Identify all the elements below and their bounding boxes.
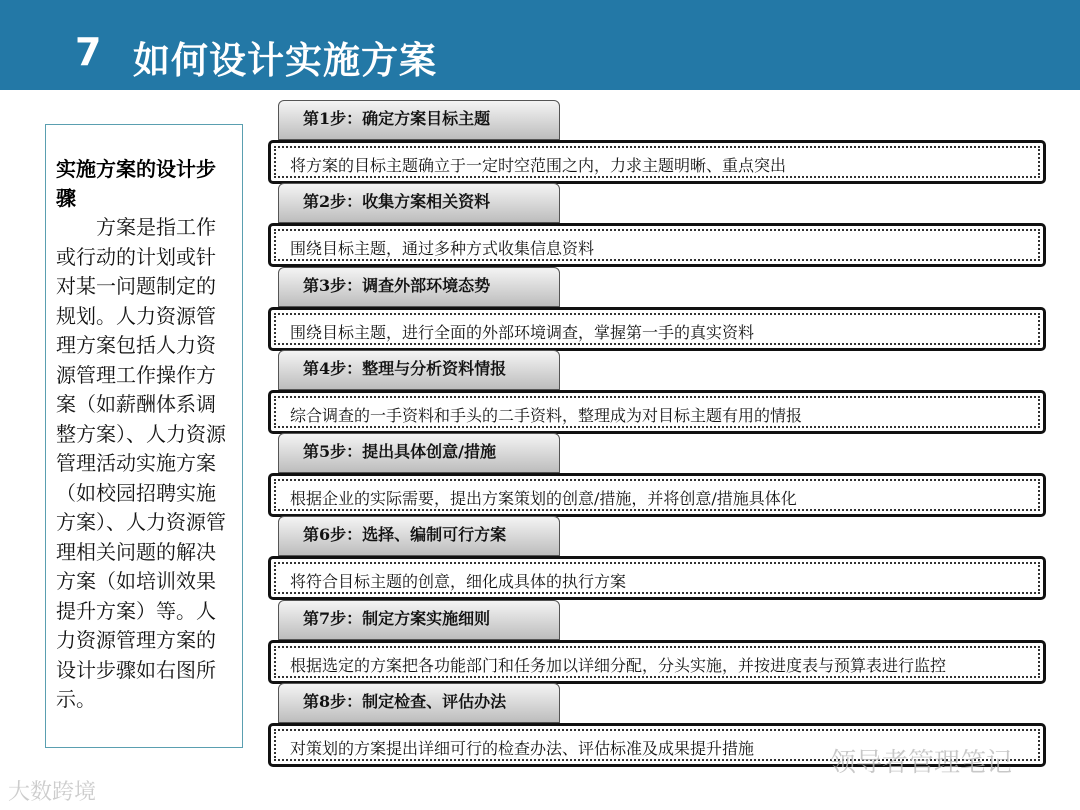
step-1 (268, 100, 1048, 183)
step-description: 将方案的目标主题确立于一定时空范围之内，力求主题明晰、重点突出 (274, 146, 1040, 178)
description-panel (45, 124, 243, 748)
step-label: 第3步：调查外部环境态势 (278, 267, 560, 307)
step-description: 对策划的方案提出详细可行的检查办法、评估标准及成果提升措施 (274, 729, 1040, 761)
step-5 (268, 433, 1048, 516)
step-6 (268, 516, 1048, 599)
step-description-box (268, 307, 1046, 351)
step-label: 第5步：提出具体创意/措施 (278, 433, 560, 473)
step-label: 第4步：整理与分析资料情报 (278, 350, 560, 390)
title-bar (0, 0, 1080, 90)
step-label: 第8步：制定检查、评估办法 (278, 683, 560, 723)
panel-title: 实施方案的设计步骤 (56, 157, 216, 210)
steps-diagram (268, 100, 1048, 766)
step-label: 第2步：收集方案相关资料 (278, 183, 560, 223)
step-description: 围绕目标主题，通过多种方式收集信息资料 (274, 229, 1040, 261)
step-description: 将符合目标主题的创意，细化成具体的执行方案 (274, 562, 1040, 594)
step-7 (268, 600, 1048, 683)
step-label: 第6步：选择、编制可行方案 (278, 516, 560, 556)
panel-body: 方案是指工作或行动的计划或针对某一问题制定的规划。人力资源管理方案包括人力资源管理工作操作方案（如薪酬体系调整方案）、人力资源管理活动实施方案（如校园招聘实施方案）、人力资源管理相关问题的解决方案（如培训效果提升方案）等。人力资源管理方案的设计步骤如右图所示。 (56, 215, 226, 711)
step-description-box (268, 640, 1046, 684)
step-description: 根据选定的方案把各功能部门和任务加以详细分配，分头实施，并按进度表与预算表进行监控 (274, 646, 1040, 678)
step-4 (268, 350, 1048, 433)
step-description-box (268, 140, 1046, 184)
step-label: 第1步：确定方案目标主题 (278, 100, 560, 140)
step-description-box (268, 556, 1046, 600)
wechat-watermark: 领导者管理笔记 (830, 748, 1013, 778)
step-description-box (268, 390, 1046, 434)
step-description: 根据企业的实际需要，提出方案策划的创意/措施，并将创意/措施具体化 (274, 479, 1040, 511)
step-label: 第7步：制定方案实施细则 (278, 600, 560, 640)
step-description-box (268, 473, 1046, 517)
step-2 (268, 183, 1048, 266)
corner-watermark: 大数跨境 (8, 780, 97, 805)
step-description-box (268, 223, 1046, 267)
page-title: 如何设计实施方案 (133, 39, 437, 82)
section-number: 7 (75, 30, 102, 74)
step-description: 围绕目标主题，进行全面的外部环境调查，掌握第一手的真实资料 (274, 313, 1040, 345)
step-description: 综合调查的一手资料和手头的二手资料，整理成为对目标主题有用的情报 (274, 396, 1040, 428)
step-3 (268, 267, 1048, 350)
